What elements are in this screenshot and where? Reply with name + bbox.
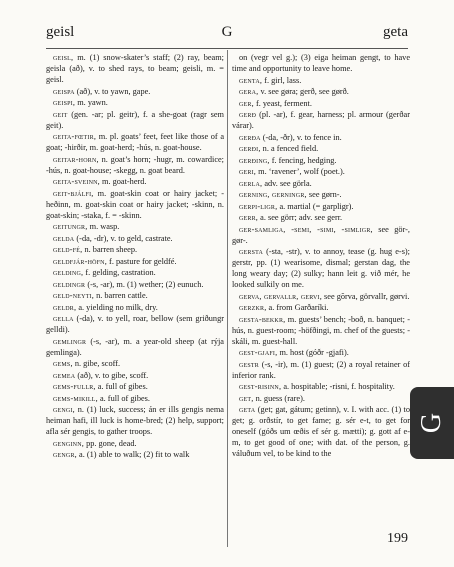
entry-definition: f. pasture for geldfé. bbox=[106, 256, 177, 266]
thumb-index-tab[interactable] bbox=[410, 387, 454, 459]
entry-headword: gella bbox=[53, 314, 74, 323]
entry-definition: adv. see görla. bbox=[262, 178, 312, 188]
entry-headword: gest-gjafi, bbox=[239, 348, 278, 357]
entry-headword: gest-risinn, bbox=[239, 382, 282, 391]
entry-headword: geita-sveinn, bbox=[53, 177, 100, 186]
entry-definition: n. barren sheep. bbox=[82, 245, 138, 254]
dictionary-entry bbox=[232, 212, 410, 223]
entry-definition: n. gibe, scoff. bbox=[72, 359, 121, 368]
entry-definition: pp. gone, dead. bbox=[84, 438, 137, 448]
entry-definition: a. yielding no milk, dry. bbox=[76, 302, 158, 312]
dictionary-entry bbox=[46, 370, 224, 381]
dictionary-entry bbox=[46, 233, 224, 244]
right-column bbox=[232, 52, 410, 546]
header-rule bbox=[46, 48, 408, 49]
entry-headword: gems-fullr, bbox=[53, 382, 96, 391]
entry-definition: (pl. -ar), f. gear, harness; pl. armour (gerðar várar). bbox=[232, 110, 410, 130]
entry-definition: (-da, -ðr), v. to fence in. bbox=[260, 132, 342, 142]
dictionary-entry bbox=[46, 393, 224, 404]
dictionary-entry bbox=[46, 188, 224, 221]
entry-headword: gerpi-ligr, bbox=[239, 201, 278, 211]
entry-headword: geldr, bbox=[53, 302, 77, 312]
dictionary-entry bbox=[232, 224, 410, 246]
entry-headword: gerr, bbox=[239, 213, 259, 222]
entry-definition: a. from Garðaríki. bbox=[266, 303, 329, 312]
entry-definition: m. ‘ravener’, wolf (poet.). bbox=[256, 167, 345, 176]
dictionary-entry bbox=[46, 244, 224, 255]
dictionary-entry bbox=[232, 132, 410, 143]
entry-headword: ger-samliga, -semi, -simi, -simligr, bbox=[239, 224, 373, 234]
dictionary-entry bbox=[46, 221, 224, 232]
entry-definition: (að), v. to gibe, scoff. bbox=[75, 370, 149, 380]
entry-definition: see gørn-. bbox=[306, 190, 342, 199]
dictionary-entry bbox=[46, 86, 224, 97]
entry-headword: geisl, bbox=[53, 53, 74, 62]
dictionary-entry bbox=[46, 404, 224, 437]
entry-definition: a. full of gibes. bbox=[95, 382, 148, 391]
entry-headword: gesta-bekkr, bbox=[239, 314, 286, 324]
entry-headword: gems-mikill, bbox=[53, 393, 98, 403]
entry-headword: gerði, bbox=[239, 144, 261, 153]
dictionary-entry bbox=[232, 155, 410, 166]
dictionary-entry bbox=[232, 52, 410, 74]
dictionary-entry bbox=[232, 166, 410, 177]
entry-headword: gerzkr, bbox=[239, 303, 267, 312]
dictionary-entry bbox=[46, 131, 224, 153]
entry-headword: gerð bbox=[239, 110, 257, 119]
entry-definition: (-s, -ar), m. a year-old sheep (at rýja gemlinga). bbox=[46, 336, 224, 357]
entry-definition: (-da, -dr), v. to geld, castrate. bbox=[74, 233, 173, 243]
dictionary-entry bbox=[232, 189, 410, 200]
entry-definition: m. pl. goats’ feet, feet like those of a goat; -hirðir, m. goat-herd; -hús, n. goat-house. bbox=[46, 132, 224, 152]
header-first-word: geisl bbox=[46, 24, 75, 40]
entry-headword: gems, bbox=[53, 359, 73, 368]
entry-definition: (get; gat, gátum; getinn), v. I. with acc. (1) to get; g. orðstír, to get fame; g. sér e-t, to get for oneself (góðs um œðis ef sér g. mætti); g. gott af e-m, to get good of one; with dat. of the person, g. váluðum vel, to be kind to the bbox=[232, 405, 410, 458]
dictionary-entry bbox=[232, 75, 410, 86]
dictionary-entry bbox=[46, 267, 224, 278]
entry-definition: a. martial (= garpligr). bbox=[277, 201, 354, 211]
entry-definition: a. hospitable; -risni, f. hospitality. bbox=[281, 382, 395, 391]
entry-definition: (að), v. to yawn, gape. bbox=[74, 86, 151, 96]
entry-definition: f. fencing, hedging. bbox=[269, 155, 337, 165]
dictionary-entry bbox=[46, 381, 224, 392]
entry-definition: (gen. -ar; pl. geitr), f. a she-goat (ragr sem geit). bbox=[46, 109, 224, 130]
dictionary-entry bbox=[232, 86, 410, 97]
entry-headword: gerla, bbox=[239, 178, 263, 188]
entry-headword: gerða bbox=[239, 132, 261, 142]
running-header bbox=[46, 24, 408, 46]
dictionary-entry bbox=[46, 176, 224, 187]
entry-definition: (-da), v. to yell, roar, bellow (sem griðungr gelldi). bbox=[46, 314, 224, 334]
entry-headword: gestr bbox=[239, 359, 260, 369]
dictionary-entry bbox=[46, 290, 224, 301]
entry-definition: see gör-, gør-. bbox=[232, 224, 410, 245]
column-divider bbox=[227, 50, 228, 547]
entry-headword: geri, bbox=[239, 167, 257, 176]
entry-headword: geit-bjálfi, bbox=[53, 188, 94, 198]
entry-definition: m. goat-herd. bbox=[99, 177, 147, 186]
entry-headword: gengi, bbox=[53, 405, 75, 414]
thumb-index-letter: G bbox=[415, 412, 447, 434]
dictionary-entry bbox=[46, 52, 224, 85]
entry-headword: geita-fœtir, bbox=[53, 132, 97, 141]
entry-headword: genta, bbox=[239, 75, 263, 85]
left-column bbox=[46, 52, 224, 546]
entry-headword: geispa bbox=[53, 86, 75, 96]
entry-headword: geld-neyti, bbox=[53, 291, 95, 300]
entry-definition: n. guess (rare). bbox=[253, 393, 305, 403]
dictionary-entry bbox=[46, 358, 224, 369]
dictionary-entry bbox=[46, 313, 224, 335]
entry-definition: a. (1) able to walk; (2) fit to walk bbox=[76, 450, 190, 459]
entry-headword: geitungr, bbox=[53, 222, 88, 231]
entry-definition: f. gelding, castration. bbox=[83, 268, 156, 277]
dictionary-entry bbox=[232, 359, 410, 381]
entry-headword: ger, bbox=[239, 98, 254, 108]
dictionary-entry bbox=[46, 97, 224, 108]
entry-definition: m. host (góðr -gjafi). bbox=[277, 348, 349, 357]
entry-headword: genginn, bbox=[53, 438, 85, 448]
entry-headword: get, bbox=[239, 393, 254, 403]
entry-definition: a. full of gibes. bbox=[97, 393, 150, 403]
header-letter: G bbox=[221, 24, 233, 40]
entry-definition: n. goat’s horn; -hugr, m. cowardice; -hús, n. goat-house; -skegg, n. goat beard. bbox=[46, 154, 224, 175]
entry-headword: geldingr bbox=[53, 279, 86, 289]
entry-definition: m. wasp. bbox=[87, 222, 120, 231]
dictionary-entry bbox=[232, 291, 410, 302]
dictionary-entry bbox=[232, 347, 410, 358]
dictionary-entry bbox=[232, 404, 410, 459]
entry-definition: v. see gøra; gerð, see gørð. bbox=[258, 87, 349, 96]
dictionary-entry bbox=[232, 98, 410, 109]
dictionary-entry bbox=[46, 256, 224, 267]
entry-headword: gelding, bbox=[53, 268, 84, 277]
dictionary-entry bbox=[46, 302, 224, 313]
entry-headword: geitar-horn, bbox=[53, 154, 99, 164]
entry-definition: f. yeast, ferment. bbox=[253, 98, 312, 108]
entry-headword: gera, bbox=[239, 87, 259, 96]
dictionary-entry bbox=[232, 381, 410, 392]
page-number: 199 bbox=[387, 531, 408, 546]
dictionary-entry bbox=[232, 178, 410, 189]
entry-headword: gerðing, bbox=[239, 155, 270, 165]
dictionary-entry bbox=[232, 314, 410, 347]
dictionary-entry bbox=[46, 336, 224, 358]
entry-definition: see gõrva, görvallr, gørvi. bbox=[321, 291, 410, 301]
entry-headword: gemea bbox=[53, 370, 76, 380]
entry-definition: a. see görr; adv. see gerr. bbox=[258, 213, 343, 222]
dictionary-entry bbox=[46, 154, 224, 176]
dictionary-entry bbox=[46, 109, 224, 131]
entry-headword: gersta bbox=[239, 247, 264, 256]
dictionary-entry bbox=[46, 279, 224, 290]
entry-headword: gemlingr bbox=[53, 336, 87, 346]
dictionary-entry bbox=[232, 143, 410, 154]
entry-headword: geldfjár-höfn, bbox=[53, 256, 107, 266]
entry-headword: geta bbox=[239, 405, 256, 414]
entry-definition: (-sta, -str), v. to annoy, tease (g. hug e-s); gerstr, pp. (1) wearisome, dismal; gerstan dag, the long weary day; (2) sulky; hann leit g. við mér, he looked sulkily on me. bbox=[232, 247, 410, 289]
entry-headword: geit bbox=[53, 109, 68, 119]
entry-definition: m. yawn. bbox=[75, 98, 108, 107]
entry-headword: gelda bbox=[53, 233, 75, 243]
entry-headword: gengr, bbox=[53, 450, 77, 459]
header-last-word: geta bbox=[383, 24, 408, 40]
entry-headword: geld-fé, bbox=[53, 245, 83, 254]
dictionary-entry bbox=[232, 393, 410, 404]
entry-headword: gerva, gervallr, gervi, bbox=[239, 291, 322, 301]
dictionary-entry bbox=[46, 449, 224, 460]
entry-definition: n. (1) luck, success; án er ills gengis nema heiman hafi, ill luck is home-bred; (2) help, support; afla sér gengis, to gather troops. bbox=[46, 405, 224, 436]
entry-definition: m. goat-skin coat or hairy jacket; -heðinn, m. goat-skin coat or hairy jacket; -skinn, n. goat-skin; -staka, f. = -skinn. bbox=[46, 188, 224, 220]
dictionary-entry bbox=[232, 302, 410, 313]
dictionary-entry bbox=[232, 246, 410, 290]
entry-definition: f. girl, lass. bbox=[262, 75, 302, 85]
entry-definition: m. guests’ bench; -boð, n. banquet; -hús, n. guest-room; -höfðingi, m. chef of the guests; -skáli, m. guest-hall. bbox=[232, 314, 410, 346]
dictionary-entry bbox=[46, 438, 224, 449]
dictionary-entry bbox=[232, 109, 410, 131]
entry-headword: geispi, bbox=[53, 98, 76, 107]
dictionary-entry bbox=[232, 201, 410, 212]
entry-definition: (-s, -ir), m. (1) guest; (2) a royal retainer of inferior rank. bbox=[232, 359, 410, 380]
entry-definition: m. (1) snow-skater’s staff; (2) ray, beam; geisla (að), v. to shed rays, to beam; geisli, m. = geisl. bbox=[46, 53, 224, 84]
entry-definition: on (vegr vel g.); (3) eiga heiman gengt, to have time and opportunity to leave home. bbox=[232, 53, 410, 73]
entry-definition: n. a fenced field. bbox=[260, 144, 319, 153]
entry-definition: n. barren cattle. bbox=[94, 291, 148, 300]
entry-headword: gerning, gerningr, bbox=[239, 190, 307, 199]
entry-definition: (-s, -ar), m. (1) wether; (2) eunuch. bbox=[85, 279, 204, 289]
